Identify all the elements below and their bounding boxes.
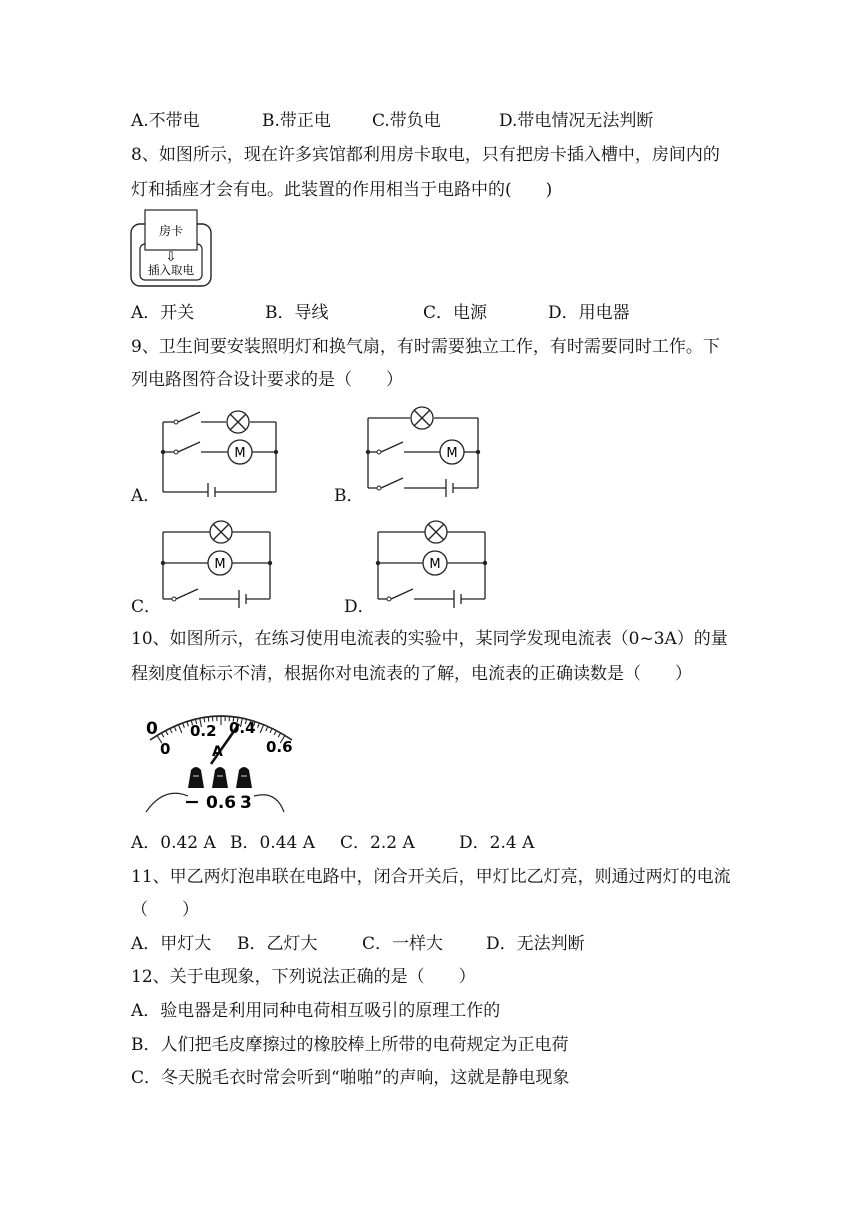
- q11-option-a: A．甲灯大: [131, 934, 212, 954]
- q10-option-a: A．0.42 A: [131, 833, 216, 853]
- slot-label: 插入取电: [148, 263, 194, 277]
- q8-stem-line2: 灯和插座才会有电。此装置的作用相当于电路中的( ): [131, 180, 553, 200]
- meter-tick: [208, 717, 209, 722]
- terminal-0.6: 0.6: [206, 793, 237, 813]
- meter-tick: [166, 731, 168, 735]
- q12-option-b: B．人们把毛皮摩擦过的橡胶棒上所带的电荷规定为正电荷: [131, 1035, 569, 1055]
- scale-label-0.6: 0.6: [266, 738, 293, 756]
- room-card-slot-figure: [128, 206, 218, 290]
- meter-tick: [270, 728, 272, 732]
- circuit-b: [360, 401, 490, 501]
- q10-option-b: B．0.44 A: [230, 833, 316, 853]
- q8-stem-line1: 8、如图所示，现在许多宾馆都利用房卡取电，只有把房卡插入槽中，房间内的: [131, 145, 720, 165]
- q11-stem-line1: 11、甲乙两灯泡串联在电路中，闭合开关后，甲灯比乙灯亮，则通过两灯的电流: [131, 867, 731, 887]
- q9-figure-c-label: C．: [131, 597, 162, 617]
- meter-tick: [178, 725, 181, 733]
- q10-option-c: C．2.2 A: [340, 833, 415, 853]
- meter-tick: [161, 733, 163, 737]
- q7-option-b: B.带正电: [262, 111, 331, 131]
- q11-option-d: D．无法判断: [486, 934, 585, 954]
- meter-tick: [274, 731, 276, 735]
- q11-stem-line2: （ ）: [131, 900, 199, 920]
- q10-stem-line1: 10、如图所示，在练习使用电流表的实验中，某同学发现电流表（0~3A）的量: [131, 629, 728, 649]
- circuit-d: [370, 517, 495, 612]
- q9-stem-line2: 列电路图符合设计要求的是（ ）: [131, 370, 403, 390]
- q7-option-c: C.带负电: [372, 111, 441, 131]
- q8-option-a: A．开关: [131, 303, 195, 323]
- terminal-minus: −: [184, 791, 200, 813]
- q7-option-d: D.带电情况无法判断: [499, 111, 654, 131]
- meter-tick: [266, 726, 268, 731]
- motor-symbol: M: [429, 557, 441, 572]
- q12-option-a: A．验电器是利用同种电荷相互吸引的原理工作的: [131, 1001, 501, 1021]
- meter-tick: [258, 723, 260, 728]
- q8-option-d: D．用电器: [548, 303, 630, 323]
- card-label: 房卡: [158, 224, 184, 238]
- q8-option-b: B．导线: [265, 303, 329, 323]
- arrow-icon: ⇩: [165, 250, 177, 265]
- outer-zero-label: 0: [146, 719, 158, 739]
- q9-figure-d-label: D．: [344, 597, 375, 617]
- meter-tick: [260, 725, 263, 733]
- motor-symbol: M: [446, 446, 458, 461]
- q11-option-c: C．一样大: [362, 934, 444, 954]
- scale-label-0: 0: [160, 740, 171, 758]
- circuit-c: [155, 517, 280, 612]
- q10-stem-line2: 程刻度值标示不清，根据你对电流表的了解，电流表的正确读数是（ ）: [131, 664, 692, 684]
- ammeter-figure: [136, 700, 306, 818]
- q11-option-b: B．乙灯大: [237, 934, 318, 954]
- circuit-a: [155, 405, 285, 497]
- meter-tick: [278, 733, 280, 737]
- scale-label-0.4: 0.4: [229, 719, 256, 737]
- motor-symbol: M: [214, 557, 226, 572]
- unit-label: A: [212, 744, 223, 760]
- scale-label-0.2: 0.2: [190, 722, 217, 740]
- motor-symbol: M: [234, 446, 246, 461]
- q7-option-a: A.不带电: [131, 111, 200, 131]
- q8-option-c: C．电源: [423, 303, 488, 323]
- q12-stem: 12、关于电现象，下列说法正确的是（ ）: [131, 967, 476, 987]
- q9-figure-a-label: A．: [131, 486, 161, 506]
- terminal-3: 3: [240, 793, 252, 813]
- meter-tick: [170, 728, 172, 732]
- meter-tick: [187, 722, 189, 727]
- q9-stem-line1: 9、卫生间要安装照明灯和换气扇，有时需要独立工作，有时需要同时工作。下: [131, 337, 720, 357]
- q9-figure-b-label: B．: [334, 486, 364, 506]
- meter-tick: [183, 723, 185, 728]
- meter-tick: [174, 726, 176, 731]
- q10-option-d: D．2.4 A: [459, 833, 535, 853]
- q12-option-c: C．冬天脱毛衣时常会听到“啪啪”的声响，这就是静电现象: [131, 1068, 570, 1088]
